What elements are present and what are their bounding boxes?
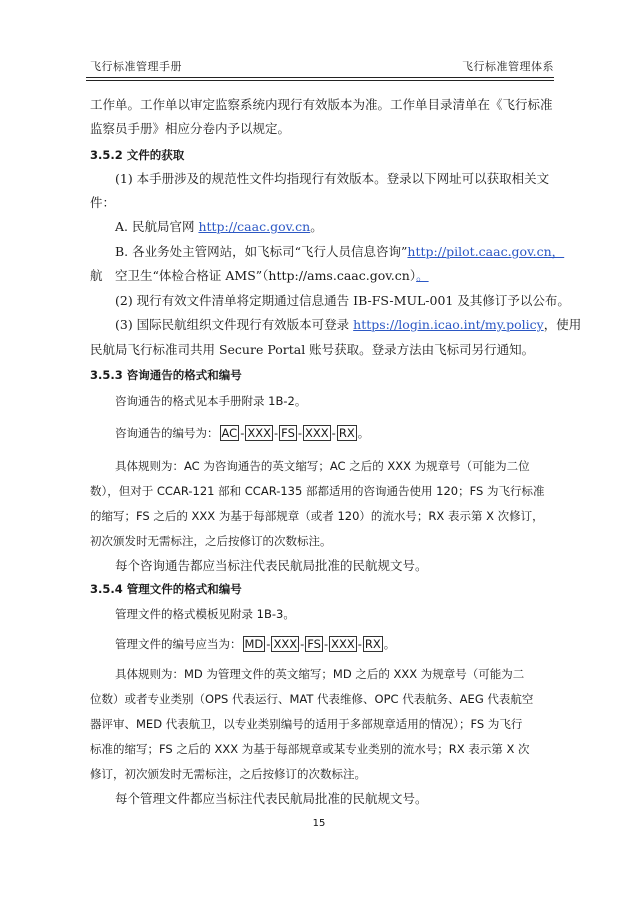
ams-text: 航 空卫生“体检合格证 AMS”（http://ams.caac.gov.cn）	[90, 268, 417, 283]
code-box: MD	[244, 637, 264, 651]
paragraph-line: 每个咨询通告都应当标注代表民航局批准的民航规文号。	[115, 558, 428, 573]
header-right-title: 飞行标准管理体系	[462, 60, 554, 73]
separator: -	[240, 426, 245, 440]
code-box: XXX	[273, 637, 298, 651]
list-item-b	[115, 243, 585, 261]
list-item-a-text: A. 民航局官网	[115, 219, 199, 234]
md-number-format	[115, 635, 585, 653]
paragraph-line: 修订，初次颁发时无需标注，之后按修订的次数标注。	[90, 767, 366, 781]
paragraph-line	[115, 316, 585, 334]
list-item-b-line2	[90, 267, 560, 285]
paragraph-line: 具体规则为：AC 为咨询通告的英文缩写；AC 之后的 XXX 为规章号（可能为二位	[115, 459, 530, 473]
punctuation: 。	[357, 426, 370, 440]
punctuation: 。	[310, 219, 323, 234]
section-heading-3-5-3: 3.5.3 咨询通告的格式和编号	[90, 368, 242, 382]
paragraph-line: 器评审、MED 代表航卫，以专业类别编号的适用于多部规章适用的情况）；FS 为飞行	[90, 717, 523, 731]
code-box: FS	[307, 637, 321, 651]
paragraph-line: (1) 本手册涉及的规范性文件均指现行有效版本。登录以下网址可以获取相关文	[115, 171, 550, 186]
separator: -	[266, 637, 271, 651]
header-rule-thin	[86, 80, 554, 81]
paragraph-line: 咨询通告的格式见本手册附录 1B-2。	[115, 394, 307, 408]
separator: -	[323, 637, 329, 651]
ac-number-format	[115, 424, 585, 442]
code-box: RX	[364, 637, 381, 651]
icao-text: (3) 国际民航组织文件现行有效版本可登录	[115, 317, 354, 332]
paragraph-line: 初次颁发时无需标注，之后按修订的次数标注。	[90, 534, 332, 548]
separator: -	[300, 637, 305, 651]
paragraph-line: 民航局飞行标准司共用 Secure Portal 账号获取。登录方法由飞标司另行通知。	[90, 342, 535, 357]
code-box: XXX	[247, 426, 271, 440]
paragraph-line: 管理文件的格式模板见附录 1B-3。	[115, 607, 295, 621]
code-box: XXX	[331, 637, 355, 651]
caac-link[interactable]: http://caac.gov.cn	[198, 219, 311, 234]
paragraph-line: 的缩写；FS 之后的 XXX 为基于每部规章（或者 120）的流水号；RX 表示第 X 次修订，	[90, 509, 544, 523]
paragraph-line: (2) 现行有效文件清单将定期通过信息通告 IB-FS-MUL-001 及其修订予以公布。	[115, 293, 570, 308]
paragraph-line: 位数）或者专业类别（OPS 代表运行、MAT 代表维修、OPC 代表航务、AEG 代表航空	[90, 692, 534, 706]
header-rule	[86, 77, 554, 78]
paragraph-line: 件：	[90, 195, 116, 210]
separator: -	[297, 426, 303, 440]
code-box: XXX	[305, 426, 329, 440]
punctuation: 。	[383, 637, 396, 651]
code-box: RX	[338, 426, 355, 440]
separator: -	[274, 426, 279, 440]
code-box: AC	[221, 426, 238, 440]
separator: -	[331, 426, 336, 440]
icao-text-post: ，使用	[543, 317, 582, 332]
number-label: 管理文件的编号应当为：	[115, 637, 242, 651]
pilot-link[interactable]: http://pilot.caac.gov.cn，	[407, 244, 565, 259]
page-number: 15	[312, 818, 326, 829]
list-item-b-text: B. 各业务处主管网站，如飞标司“飞行人员信息咨询”	[115, 244, 408, 259]
section-heading-3-5-4: 3.5.4 管理文件的格式和编号	[90, 582, 242, 596]
paragraph-line: 监察员手册》相应分卷内予以规定。	[90, 121, 291, 136]
paragraph-line: 具体规则为：MD 为管理文件的英文缩写；MD 之后的 XXX 为规章号（可能为二	[115, 667, 525, 681]
paragraph-line: 每个管理文件都应当标注代表民航局批准的民航规文号。	[115, 791, 428, 806]
paragraph-line: 标准的缩写；FS 之后的 XXX 为基于每部规章或某专业类别的流水号；RX 表示第 X 次	[90, 742, 530, 756]
paragraph-line: 工作单。工作单以审定监察系统内现行有效版本为准。工作单目录清单在《飞行标准	[90, 97, 553, 112]
header-left-title: 飞行标准管理手册	[90, 60, 182, 73]
separator: -	[357, 637, 362, 651]
list-item-a	[115, 218, 585, 236]
section-heading-3-5-2: 3.5.2 文件的获取	[90, 148, 185, 162]
number-label: 咨询通告的编号为：	[115, 426, 219, 440]
icao-link[interactable]: https://login.icao.int/my.policy	[353, 317, 544, 332]
code-box: FS	[281, 426, 295, 440]
ams-link-mark[interactable]: 。	[416, 268, 429, 283]
paragraph-line: 数），但对于 CCAR-121 部和 CCAR-135 部都适用的咨询通告使用 120；FS 为飞行标准	[90, 484, 545, 498]
